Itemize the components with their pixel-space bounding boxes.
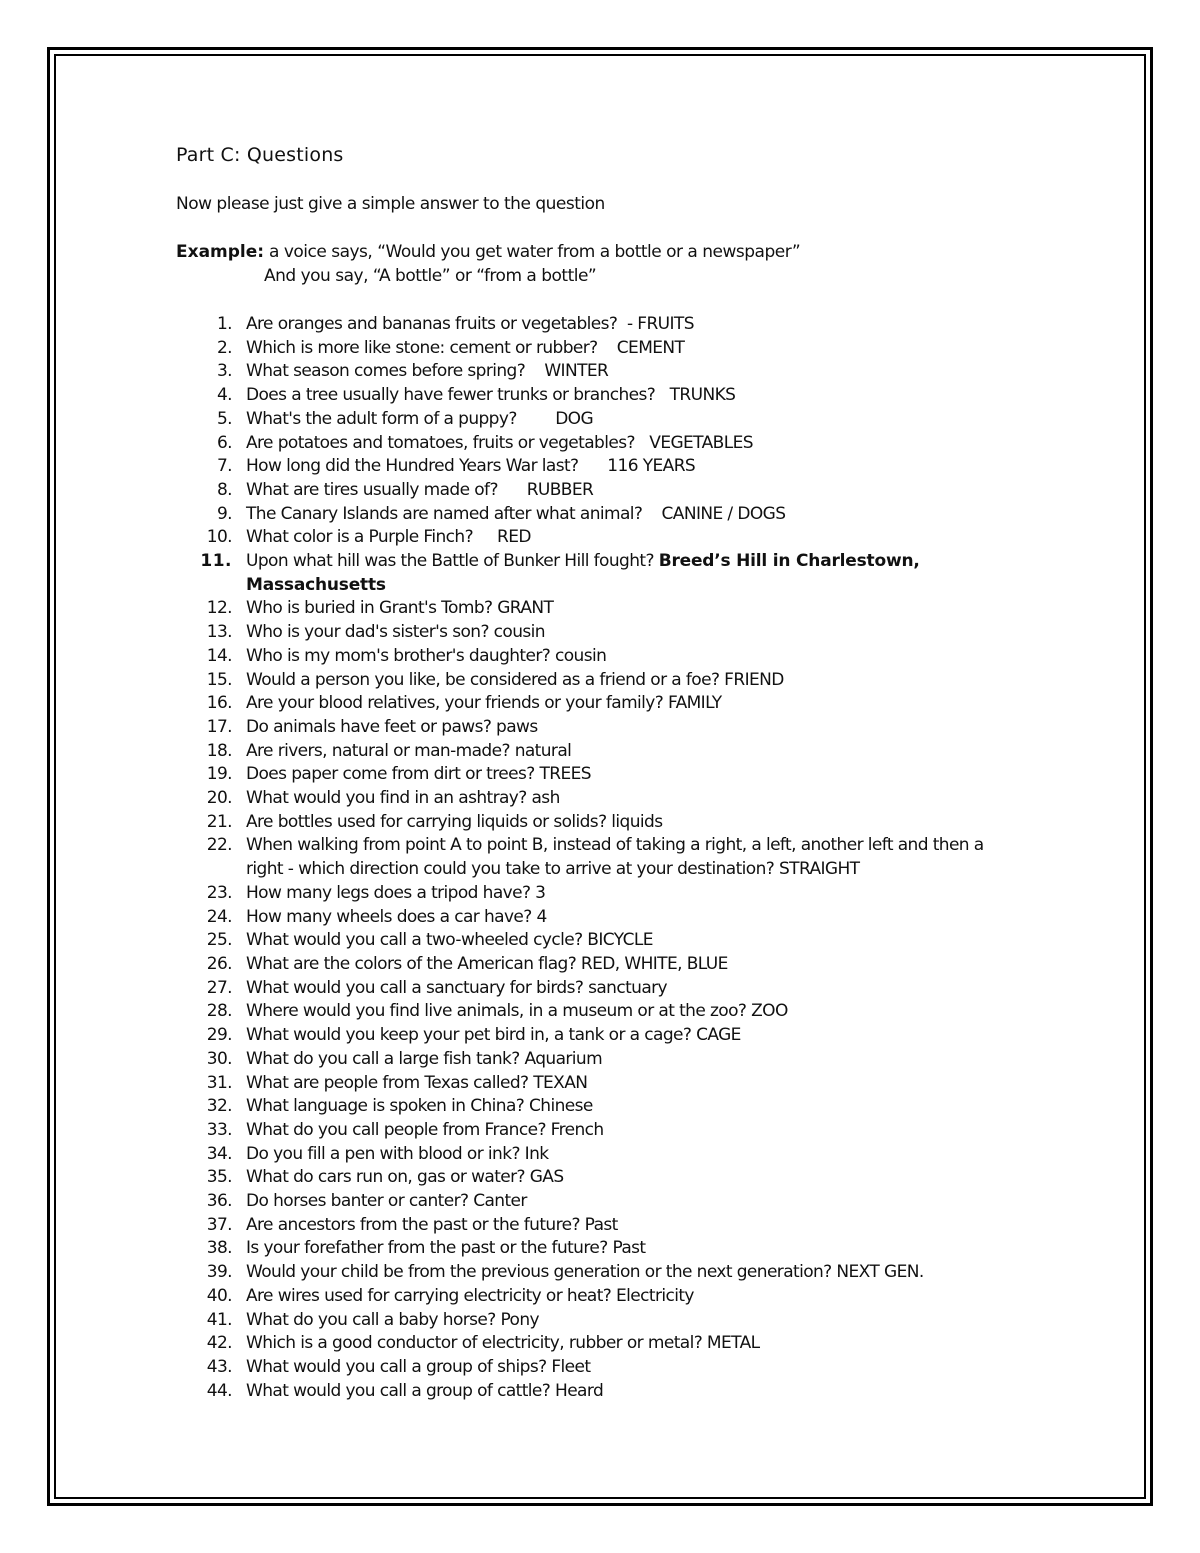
example-block bbox=[176, 240, 1016, 288]
question-number: 38. bbox=[206, 1238, 232, 1259]
question-number: 37. bbox=[206, 1214, 232, 1235]
question-item bbox=[176, 1072, 1016, 1096]
question-text: What language is spoken in China? Chinese bbox=[246, 1096, 593, 1117]
question-number: 32. bbox=[206, 1096, 232, 1117]
question-number: 15. bbox=[206, 669, 232, 690]
question-item bbox=[176, 1190, 1016, 1214]
question-text: What would you call a group of ships? Fleet bbox=[246, 1356, 591, 1377]
question-text: The Canary Islands are named after what animal? CANINE / DOGS bbox=[246, 503, 786, 524]
question-item bbox=[176, 1214, 1016, 1238]
question-item bbox=[176, 692, 1016, 716]
question-text: What season comes before spring? WINTER bbox=[246, 361, 609, 382]
question-item bbox=[176, 1119, 1016, 1143]
question-text: Who is my mom's brother's daughter? cousin bbox=[246, 645, 607, 666]
question-item bbox=[176, 1143, 1016, 1167]
question-number: 9. bbox=[216, 503, 232, 524]
question-number: 33. bbox=[206, 1119, 232, 1140]
question-number: 39. bbox=[206, 1262, 232, 1283]
question-item bbox=[176, 313, 1016, 337]
question-number: 14. bbox=[206, 645, 232, 666]
question-item bbox=[176, 621, 1016, 645]
question-text: Would your child be from the previous generation or the next generation? NEXT GEN. bbox=[246, 1262, 924, 1283]
question-text: Do animals have feet or paws? paws bbox=[246, 716, 538, 737]
document-content bbox=[176, 142, 1016, 1403]
question-number: 28. bbox=[206, 1001, 232, 1022]
question-item bbox=[176, 550, 1016, 597]
question-number: 40. bbox=[206, 1285, 232, 1306]
question-text: What's the adult form of a puppy? DOG bbox=[246, 408, 594, 429]
question-text: Where would you find live animals, in a museum or at the zoo? ZOO bbox=[246, 1001, 788, 1022]
question-number: 7. bbox=[216, 456, 232, 477]
question-number: 36. bbox=[206, 1191, 232, 1212]
question-number: 26. bbox=[206, 953, 232, 974]
question-number: 16. bbox=[206, 693, 232, 714]
question-text: Which is more like stone: cement or rubber? CEMENT bbox=[246, 337, 685, 358]
question-item bbox=[176, 1261, 1016, 1285]
question-item bbox=[176, 740, 1016, 764]
question-number: 11. bbox=[200, 551, 232, 572]
question-item bbox=[176, 1048, 1016, 1072]
page-title: Part C: Questions bbox=[176, 144, 344, 166]
question-number: 44. bbox=[206, 1380, 232, 1401]
question-number: 24. bbox=[206, 906, 232, 927]
question-text: Which is a good conductor of electricity, rubber or metal? METAL bbox=[246, 1333, 760, 1354]
question-item bbox=[176, 1380, 1016, 1404]
question-list bbox=[176, 313, 1016, 1403]
question-number: 22. bbox=[206, 835, 232, 856]
question-item bbox=[176, 1095, 1016, 1119]
question-number: 34. bbox=[206, 1143, 232, 1164]
question-number: 43. bbox=[206, 1356, 232, 1377]
question-text: How long did the Hundred Years War last? 116 YEARS bbox=[246, 456, 696, 477]
question-text: What would you call a group of cattle? Heard bbox=[246, 1380, 604, 1401]
question-text: How many wheels does a car have? 4 bbox=[246, 906, 547, 927]
question-number: 5. bbox=[216, 408, 232, 429]
question-text: Are bottles used for carrying liquids or solids? liquids bbox=[246, 811, 663, 832]
question-text: Would a person you like, be considered as a friend or a foe? FRIEND bbox=[246, 669, 784, 690]
question-item bbox=[176, 360, 1016, 384]
question-text: What do you call people from France? French bbox=[246, 1119, 604, 1140]
question-text: What are tires usually made of? RUBBER bbox=[246, 479, 594, 500]
example-text-1: a voice says, “Would you get water from a bottle or a newspaper” bbox=[269, 242, 801, 262]
question-text: Does a tree usually have fewer trunks or branches? TRUNKS bbox=[246, 385, 736, 406]
question-number: 31. bbox=[206, 1072, 232, 1093]
question-number: 20. bbox=[206, 788, 232, 809]
question-number: 18. bbox=[206, 740, 232, 761]
question-number: 35. bbox=[206, 1167, 232, 1188]
question-item bbox=[176, 1000, 1016, 1024]
question-text: Are your blood relatives, your friends or your family? FAMILY bbox=[246, 693, 722, 714]
question-text: When walking from point A to point B, instead of taking a right, a left, another left and then a right - which direction could you take to arrive at your destination? STRAIGHT bbox=[246, 835, 989, 880]
question-item bbox=[176, 1309, 1016, 1333]
question-text: What do cars run on, gas or water? GAS bbox=[246, 1167, 564, 1188]
question-item bbox=[176, 669, 1016, 693]
question-text: How many legs does a tripod have? 3 bbox=[246, 882, 546, 903]
question-number: 29. bbox=[206, 1025, 232, 1046]
question-text: Are rivers, natural or man-made? natural bbox=[246, 740, 572, 761]
question-number: 25. bbox=[206, 930, 232, 951]
question-number: 21. bbox=[206, 811, 232, 832]
example-line-2: And you say, “A bottle” or “from a bottle” bbox=[264, 266, 597, 286]
question-item bbox=[176, 1332, 1016, 1356]
question-item bbox=[176, 953, 1016, 977]
question-item bbox=[176, 432, 1016, 456]
question-text: Who is buried in Grant's Tomb? GRANT bbox=[246, 598, 554, 619]
question-number: 3. bbox=[216, 361, 232, 382]
question-answer: Breed’s Hill in Charlestown, Massachusetts bbox=[246, 551, 926, 595]
question-item bbox=[176, 929, 1016, 953]
question-item bbox=[176, 882, 1016, 906]
question-text: What are the colors of the American flag? RED, WHITE, BLUE bbox=[246, 953, 728, 974]
question-item bbox=[176, 1166, 1016, 1190]
question-text: Is your forefather from the past or the future? Past bbox=[246, 1238, 646, 1259]
example-line-1 bbox=[176, 240, 1016, 264]
question-item bbox=[176, 479, 1016, 503]
question-item bbox=[176, 906, 1016, 930]
question-text: Are potatoes and tomatoes, fruits or vegetables? VEGETABLES bbox=[246, 432, 753, 453]
question-item bbox=[176, 645, 1016, 669]
question-text: What would you find in an ashtray? ash bbox=[246, 788, 560, 809]
question-text: Upon what hill was the Battle of Bunker Hill fought? bbox=[246, 551, 659, 572]
question-text: Are ancestors from the past or the future? Past bbox=[246, 1214, 618, 1235]
question-item bbox=[176, 455, 1016, 479]
question-text: What do you call a baby horse? Pony bbox=[246, 1309, 539, 1330]
question-item bbox=[176, 811, 1016, 835]
question-number: 42. bbox=[206, 1333, 232, 1354]
question-number: 19. bbox=[206, 764, 232, 785]
question-item bbox=[176, 1024, 1016, 1048]
question-number: 41. bbox=[206, 1309, 232, 1330]
question-item bbox=[176, 384, 1016, 408]
question-item bbox=[176, 977, 1016, 1001]
question-text: Are wires used for carrying electricity or heat? Electricity bbox=[246, 1285, 694, 1306]
question-text: Who is your dad's sister's son? cousin bbox=[246, 622, 545, 643]
question-item bbox=[176, 526, 1016, 550]
question-number: 4. bbox=[216, 385, 232, 406]
question-item bbox=[176, 408, 1016, 432]
question-text: What are people from Texas called? TEXAN bbox=[246, 1072, 588, 1093]
question-item bbox=[176, 1356, 1016, 1380]
question-item bbox=[176, 1237, 1016, 1261]
question-number: 27. bbox=[206, 977, 232, 998]
question-text: What would you call a two-wheeled cycle? BICYCLE bbox=[246, 930, 653, 951]
question-text: Do horses banter or canter? Canter bbox=[246, 1191, 527, 1212]
question-item bbox=[176, 716, 1016, 740]
question-number: 8. bbox=[216, 479, 232, 500]
question-text: Are oranges and bananas fruits or vegetables? - FRUITS bbox=[246, 314, 694, 334]
question-item bbox=[176, 503, 1016, 527]
question-number: 17. bbox=[206, 716, 232, 737]
question-text: What would you keep your pet bird in, a tank or a cage? CAGE bbox=[246, 1025, 741, 1046]
question-number: 10. bbox=[206, 527, 232, 548]
question-text: What would you call a sanctuary for birds? sanctuary bbox=[246, 977, 668, 998]
question-number: 2. bbox=[216, 337, 232, 358]
question-number: 30. bbox=[206, 1048, 232, 1069]
question-item bbox=[176, 337, 1016, 361]
question-text: Does paper come from dirt or trees? TREES bbox=[246, 764, 591, 785]
question-text: What color is a Purple Finch? RED bbox=[246, 527, 531, 548]
question-number: 23. bbox=[206, 882, 232, 903]
intro-text: Now please just give a simple answer to the question bbox=[176, 194, 605, 214]
question-item bbox=[176, 834, 1016, 881]
question-item bbox=[176, 597, 1016, 621]
question-text: What do you call a large fish tank? Aquarium bbox=[246, 1048, 603, 1069]
question-number: 6. bbox=[216, 432, 232, 453]
question-text: Do you fill a pen with blood or ink? Ink bbox=[246, 1143, 549, 1164]
question-item bbox=[176, 763, 1016, 787]
question-item bbox=[176, 1285, 1016, 1309]
question-number: 12. bbox=[206, 598, 232, 619]
example-label: Example: bbox=[176, 242, 265, 262]
question-number: 13. bbox=[206, 622, 232, 643]
question-number: 1. bbox=[216, 314, 232, 334]
question-item bbox=[176, 787, 1016, 811]
